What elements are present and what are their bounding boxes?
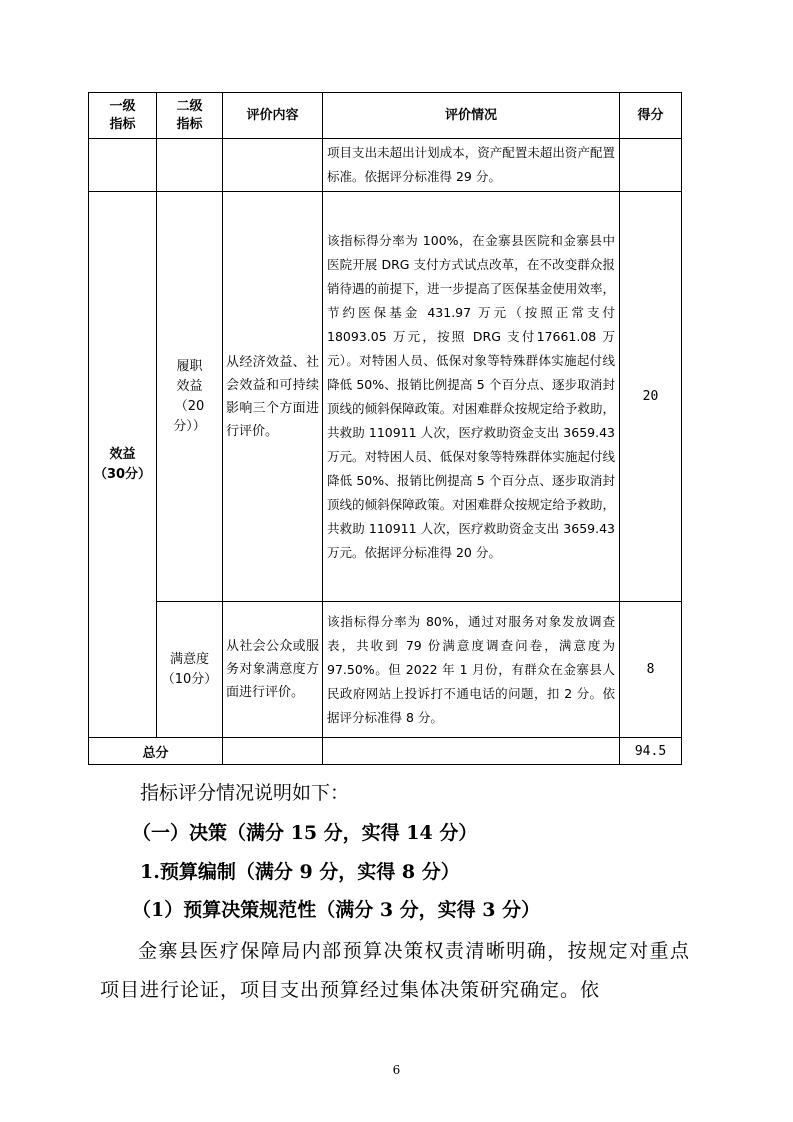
cell-empty (89, 139, 157, 192)
body-paragraph: 金寨县医疗保障局内部预算决策权责清晰明确，按规定对重点项目进行论证，项目支出预算经过集体决策研究确定。依 (100, 940, 690, 1001)
satisfaction-level2: 满意度 （10分） (157, 602, 223, 738)
satisfaction-desc: 该指标得分率为 80%，通过对服务对象发放调查表，共收到 79 份满意度调查问卷，满意度为97.50%。但 2022 年 1 月份，有群众在金寨县人民政府网站上投诉打不通电话的问题，扣 2 分。依据评分标准得 8 分。 (323, 602, 620, 738)
satisfaction-score: 8 (620, 602, 682, 738)
page-number: 6 (392, 1063, 401, 1077)
continued-desc: 项目支出未超出计划成本，资产配置未超出资产配置标准。依据评分标准得 29 分。 (323, 139, 620, 192)
intro-text: 指标评分情况说明如下： (140, 782, 350, 804)
performance-score: 20 (620, 192, 682, 602)
header-level2: 二级 指标 (157, 93, 223, 139)
table-row (89, 139, 682, 192)
item-heading: （1）预算决策规范性（满分 3 分，实得 3 分） (132, 899, 541, 921)
evaluation-table (88, 92, 682, 765)
cell-empty (323, 738, 620, 765)
performance-level2: 履职 效益 （20 分）） (157, 192, 223, 602)
table-row (89, 192, 682, 602)
header-level1: 一级 指标 (89, 93, 157, 139)
cell-empty (157, 139, 223, 192)
total-score: 94.5 (620, 738, 682, 765)
total-label: 总分 (89, 738, 223, 765)
performance-content: 从经济效益、社会效益和可持续影响三个方面进行评价。 (223, 192, 323, 602)
header-score: 得分 (620, 93, 682, 139)
header-situation: 评价情况 (323, 93, 620, 139)
cell-empty (223, 738, 323, 765)
table-row (89, 602, 682, 738)
benefit-level1: 效益 （30分） (89, 192, 157, 738)
total-row (89, 738, 682, 765)
header-content: 评价内容 (223, 93, 323, 139)
satisfaction-content: 从社会公众或服务对象满意度方面进行评价。 (223, 602, 323, 738)
table-header-row (89, 93, 682, 139)
cell-empty (223, 139, 323, 192)
section-heading: （一）决策（满分 15 分，实得 14 分） (132, 822, 478, 844)
subsection-heading: 1.预算编制（满分 9 分，实得 8 分） (140, 861, 460, 883)
performance-desc: 该指标得分率为 100%，在金寨县医院和金寨县中医院开展 DRG 支付方式试点改革，在不改变群众报销待遇的前提下，进一步提高了医保基金使用效率，节约医保基金 431.97 万元（按照正常支付 18093.05 万元，按照 DRG 支付17661.08 万元）。对特困人员、低保对象等特殊群体实施起付线降低 50%、报销比例提高 5 个百分点、逐步取消封顶线的倾斜保障政策。对困难群众按规定给予救助，共救助 110911 人次，医疗救助资金支出 3659.43 万元。对特困人员、低保对象等特殊群体实施起付线降低 50%、报销比例提高 5 个百分点、逐步取消封顶线的倾斜保障政策。对困难群众按规定给予救助，共救助 110911 人次，医疗救助资金支出 3659.43 万元。依据评分标准得 20 分。 (323, 192, 620, 602)
cell-empty (620, 139, 682, 192)
